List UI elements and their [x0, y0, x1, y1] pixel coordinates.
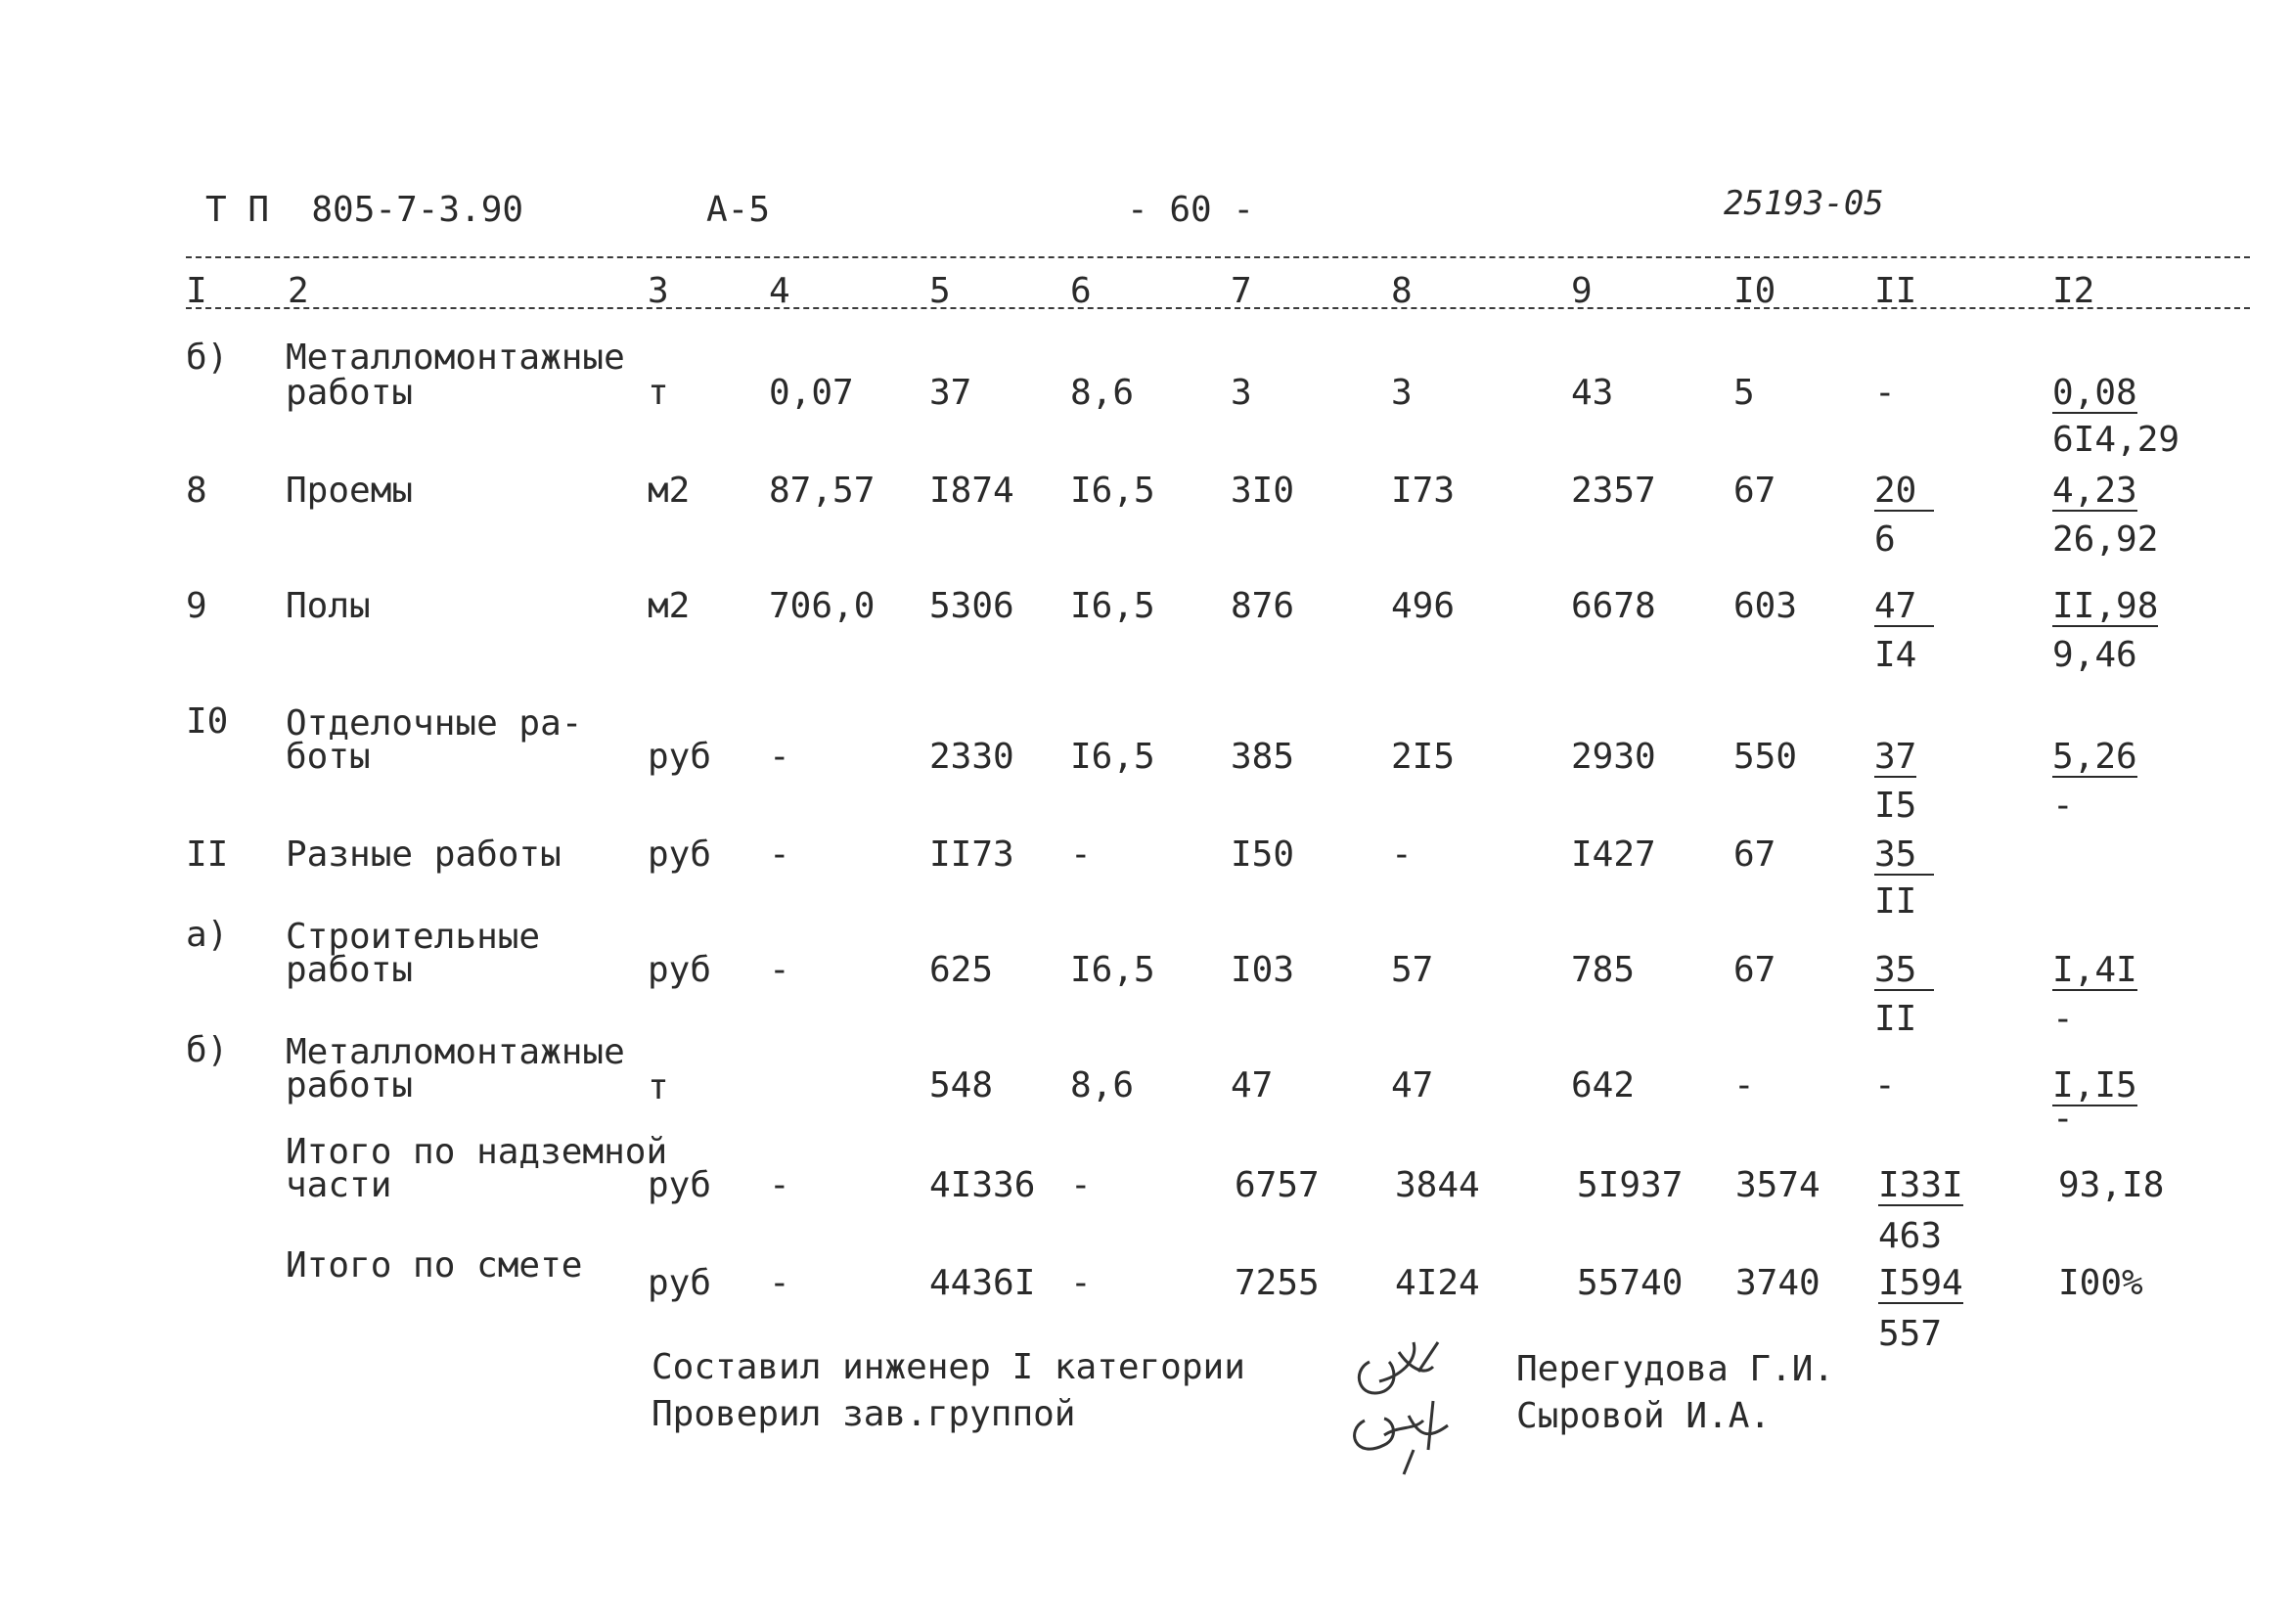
header-top-rule	[186, 256, 2250, 258]
row-number: а)	[186, 915, 229, 955]
inventory-number: 25193-05	[1724, 184, 1884, 223]
col11-cell: -	[1874, 373, 1896, 413]
col7-cell: I50	[1231, 835, 1295, 875]
work-name-line1: Металломонтажные	[286, 1032, 625, 1072]
col6-cell: -	[1070, 1165, 1092, 1205]
doc-code: Т П 805-7-3.90	[205, 190, 524, 230]
col7-cell: 876	[1231, 586, 1295, 626]
total-label-line1: Итого по смете	[286, 1245, 583, 1286]
quantity-cell: -	[769, 737, 790, 777]
col-header-11: II	[1874, 271, 1917, 311]
col5-cell: 548	[929, 1065, 994, 1105]
quantity-cell: 87,57	[769, 471, 876, 511]
col-header-9: 9	[1571, 271, 1593, 311]
col5-cell: 4436I	[929, 1263, 1036, 1303]
total-label-line1: Итого по надземной	[286, 1132, 668, 1172]
col12-cell-top: 0,08	[2052, 373, 2137, 413]
col5-cell: 625	[929, 950, 994, 990]
row-number: 8	[186, 471, 207, 511]
col-header-1: I	[186, 271, 207, 311]
work-name-line2: работы	[286, 373, 414, 413]
col10-cell: 603	[1733, 586, 1798, 626]
col9-cell: 2930	[1571, 737, 1656, 777]
col12-cell-bottom: 6I4,29	[2052, 420, 2180, 460]
col6-cell: I6,5	[1070, 471, 1155, 511]
col7-cell: 3I0	[1231, 471, 1295, 511]
album-code: А-5	[706, 190, 771, 230]
col10-cell: 550	[1733, 737, 1798, 777]
unit-cell: руб	[648, 950, 712, 990]
col8-cell: -	[1391, 835, 1413, 875]
handwritten-signature-icon	[1340, 1323, 1477, 1479]
col6-cell: 8,6	[1070, 1065, 1135, 1105]
work-name-line2: работы	[286, 950, 414, 990]
col10-cell: 67	[1733, 950, 1776, 990]
col6-cell: I6,5	[1070, 950, 1155, 990]
unit-cell: т	[648, 373, 669, 413]
work-name-line2: боты	[286, 737, 371, 777]
col11-cell-top: -	[1874, 1065, 1896, 1105]
col7-cell: 6757	[1235, 1165, 1320, 1205]
col12-cell-top: I00%	[2058, 1263, 2143, 1303]
col7-cell: 47	[1231, 1065, 1274, 1105]
col12-cell-top: 4,23	[2052, 471, 2137, 511]
col11-cell-bottom: 463	[1878, 1216, 1943, 1256]
col12-cell-top: I,4I	[2052, 950, 2137, 990]
col11-cell-top: 37	[1874, 737, 1917, 777]
col8-cell: 3	[1391, 373, 1413, 413]
col12-cell-top: 5,26	[2052, 737, 2137, 777]
col12-cell-top: 93,I8	[2058, 1165, 2165, 1205]
col-header-4: 4	[769, 271, 790, 311]
col11-cell-top: 20	[1874, 474, 1934, 512]
col10-cell: -	[1733, 1065, 1755, 1105]
col10-cell: 67	[1733, 835, 1776, 875]
col5-cell: I874	[929, 471, 1014, 511]
col12-cell-bottom: -	[2052, 999, 2074, 1039]
col9-cell: 642	[1571, 1065, 1636, 1105]
checked-by-label: Проверил зав.группой	[652, 1394, 1076, 1434]
col9-cell: 43	[1571, 373, 1614, 413]
col11-cell-bottom: 557	[1878, 1314, 1943, 1354]
col6-cell: 8,6	[1070, 373, 1135, 413]
col11-cell-bottom: 6	[1874, 519, 1896, 560]
col12-cell-top: II,98	[2052, 586, 2159, 626]
col5-cell: 2330	[929, 737, 1014, 777]
col12-cell-bottom: -	[2052, 1099, 2074, 1139]
work-name-line1: Проемы	[286, 471, 414, 511]
unit-cell: руб	[648, 1263, 712, 1303]
work-name-line1: Отделочные ра-	[286, 703, 583, 744]
col12-cell-bottom: 26,92	[2052, 519, 2159, 560]
col5-cell: 4I336	[929, 1165, 1036, 1205]
col-header-5: 5	[929, 271, 951, 311]
page-number: - 60 -	[1127, 190, 1255, 230]
unit-cell: т	[648, 1067, 669, 1107]
quantity-cell: 706,0	[769, 586, 876, 626]
col7-cell: 385	[1231, 737, 1295, 777]
col-header-6: 6	[1070, 271, 1092, 311]
col6-cell: -	[1070, 835, 1092, 875]
col10-cell: 3574	[1735, 1165, 1820, 1205]
col12-cell-bottom: -	[2052, 786, 2074, 826]
col11-cell-top: 47	[1874, 589, 1934, 627]
unit-cell: руб	[648, 835, 712, 875]
work-name-line1: Полы	[286, 586, 371, 626]
col-header-8: 8	[1391, 271, 1413, 311]
col7-cell: 3	[1231, 373, 1252, 413]
col9-cell: I427	[1571, 835, 1656, 875]
col11-cell-bottom: II	[1874, 999, 1917, 1039]
col8-cell: 496	[1391, 586, 1456, 626]
row-number: б)	[186, 1030, 229, 1070]
col5-cell: 5306	[929, 586, 1014, 626]
row-number: I0	[186, 701, 229, 742]
unit-cell: руб	[648, 1165, 712, 1205]
compiled-by-name: Перегудова Г.И.	[1516, 1349, 1835, 1389]
col12-cell-top: I,I5	[2052, 1065, 2137, 1105]
col7-cell: I03	[1231, 950, 1295, 990]
col-header-12: I2	[2052, 271, 2095, 311]
col11-cell-bottom: I4	[1874, 635, 1917, 675]
total-label-line2: части	[286, 1165, 392, 1205]
col-header-10: I0	[1733, 271, 1776, 311]
col11-cell-bottom: II	[1874, 881, 1917, 922]
col10-cell: 67	[1733, 471, 1776, 511]
col6-cell: I6,5	[1070, 586, 1155, 626]
row-number: б)	[186, 338, 229, 378]
col11-cell-top: I33I	[1878, 1165, 1963, 1205]
col9-cell: 5I937	[1577, 1165, 1684, 1205]
work-name-line1: Строительные	[286, 917, 541, 957]
row-number: 9	[186, 586, 207, 626]
col9-cell: 55740	[1577, 1263, 1684, 1303]
col-header-7: 7	[1231, 271, 1252, 311]
unit-cell: м2	[648, 471, 691, 511]
col10-cell: 3740	[1735, 1263, 1820, 1303]
quantity-cell: -	[769, 1263, 790, 1303]
col7-cell: 7255	[1235, 1263, 1320, 1303]
col11-cell-top: 35	[1874, 953, 1934, 991]
work-name-line1: Металломонтажные	[286, 338, 625, 378]
quantity-cell: 0,07	[769, 373, 854, 413]
col9-cell: 785	[1571, 950, 1636, 990]
quantity-cell: -	[769, 950, 790, 990]
col8-cell: 57	[1391, 950, 1434, 990]
header-bottom-rule	[186, 307, 2250, 309]
col-header-2: 2	[288, 271, 309, 311]
row-number: II	[186, 835, 229, 875]
unit-cell: руб	[648, 737, 712, 777]
col11-cell-bottom: I5	[1874, 786, 1917, 826]
work-name-line1: Разные работы	[286, 835, 562, 875]
unit-cell: м2	[648, 586, 691, 626]
col9-cell: 2357	[1571, 471, 1656, 511]
col10-cell: 5	[1733, 373, 1755, 413]
col9-cell: 6678	[1571, 586, 1656, 626]
col8-cell: 47	[1391, 1065, 1434, 1105]
work-name-line2: работы	[286, 1065, 414, 1105]
col5-cell: 37	[929, 373, 972, 413]
col11-cell-top: I594	[1878, 1263, 1963, 1303]
quantity-cell: -	[769, 1165, 790, 1205]
checked-by-name: Сыровой И.А.	[1516, 1396, 1772, 1436]
col8-cell: 2I5	[1391, 737, 1456, 777]
col6-cell: -	[1070, 1263, 1092, 1303]
col11-cell-top: 35	[1874, 837, 1934, 876]
col12-cell-bottom: 9,46	[2052, 635, 2137, 675]
col8-cell: I73	[1391, 471, 1456, 511]
col8-cell: 3844	[1395, 1165, 1480, 1205]
col6-cell: I6,5	[1070, 737, 1155, 777]
quantity-cell: -	[769, 835, 790, 875]
col8-cell: 4I24	[1395, 1263, 1480, 1303]
col5-cell: II73	[929, 835, 1014, 875]
col-header-3: 3	[648, 271, 669, 311]
compiled-by-label: Составил инженер I категории	[652, 1347, 1245, 1387]
